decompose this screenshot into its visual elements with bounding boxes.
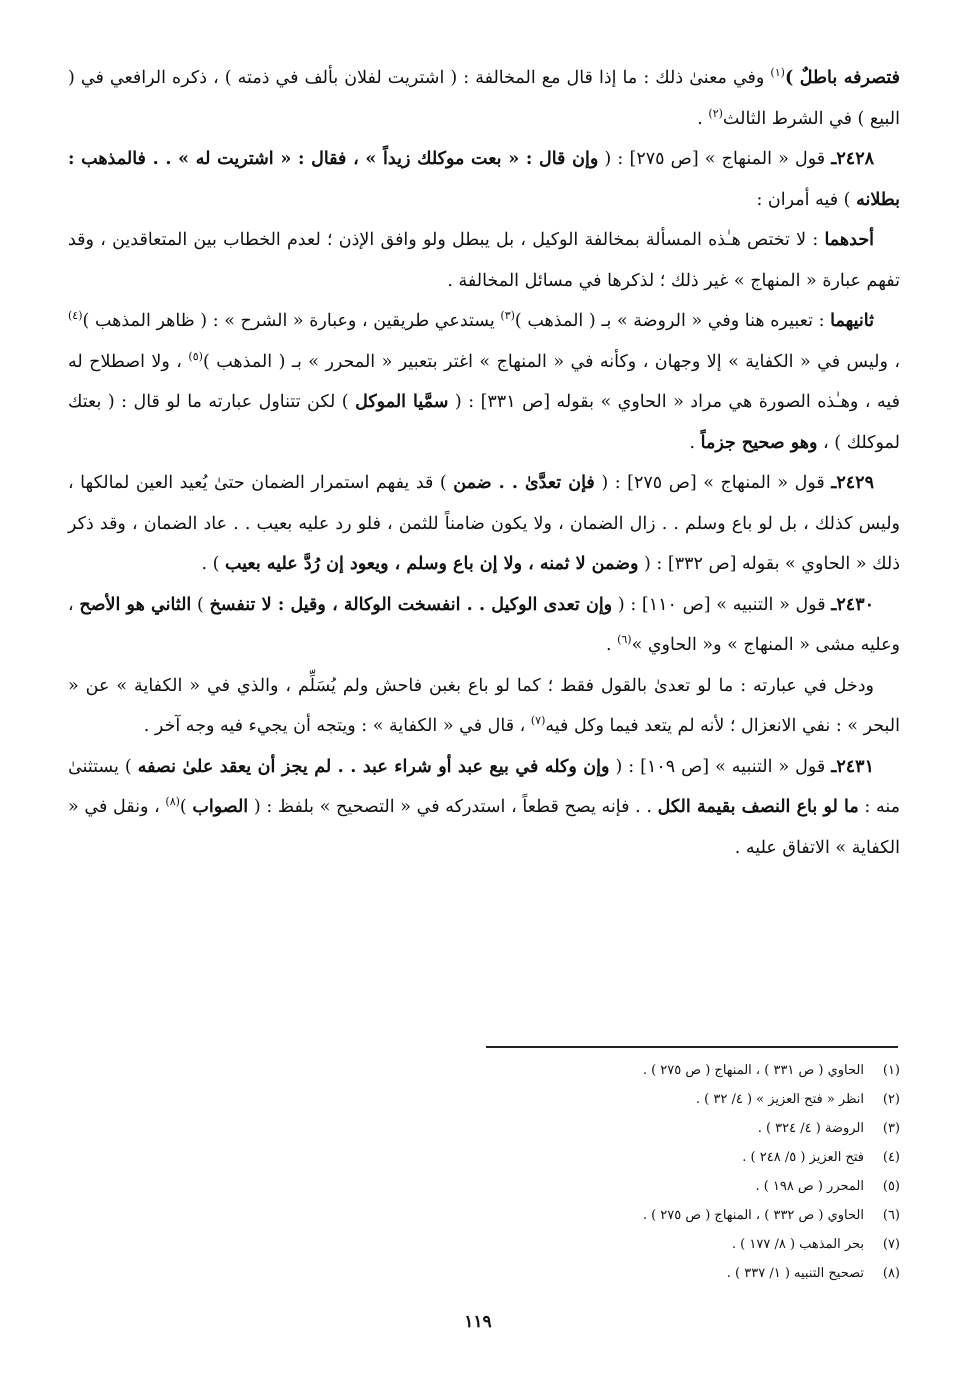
text-run: : لا تختص هـٰذه المسألة بمخالفة الوكيل ، بل يبطل ولو وافق الإذن ؛ لعدم الخطاب بين المتعاقدين ، وقد تفهم عبارة « المنهاج » غير ذلك ؛ لذكرها في مسائل المخالفة .: [68, 230, 900, 291]
bold-text: سمَّيا الموكل: [355, 392, 449, 412]
text-run: ، ولا اصطلاح له فيه ، وهـٰذه الصورة هي مراد « الحاوي » بقوله [ص ٣٣١] : (: [68, 351, 900, 412]
footnote-number: (٨): [882, 1266, 900, 1281]
page-number: ١١٩: [464, 1312, 492, 1332]
footnote-number: (٦): [882, 1208, 900, 1223]
footnote-ref: (١): [770, 66, 785, 80]
text-run: قول « المنهاج » [ص ٢٧٥] : (: [598, 149, 832, 169]
footnote-item: [300, 1056, 900, 1085]
text-run: ) .: [201, 554, 225, 574]
bold-text: وإن تعدى الوكيل . . انفسخت الوكالة ، وقيل : لا تنفسخ: [209, 594, 613, 615]
bold-text: ٢٤٣١ـ: [831, 756, 874, 777]
text-run: ) قد يفهم استمرار الضمان حتىٰ يُعيد العين لمالكها ، وليس كذلك ، بل لو باع وسلم . . زال الضمان ، ولا يكون ضامناً للثمن ، فلو رد عليه بعيب . . عاد الضمان ، وقد ذكر ذلك « الحاوي » بقوله [ص ٣٣٢] : (: [68, 473, 900, 574]
text-run: ، وعليه مشى « المنهاج » و« الحاوي »: [68, 594, 900, 655]
footnote-text: الحاوي ( ص ٣٣٢ ) ، المنهاج ( ص ٢٧٥ ) .: [642, 1208, 864, 1223]
bold-text: ما لو باع النصف بقيمة الكل: [657, 797, 859, 817]
footnote-item: [300, 1114, 900, 1143]
footnote-number: (١): [882, 1063, 900, 1078]
bold-text: فإن تعدَّىٰ . . ضمن: [453, 473, 595, 493]
footnote-ref: (٣): [500, 309, 515, 323]
paragraph: [68, 301, 900, 463]
footnote-item: [300, 1143, 900, 1172]
text-run: .: [605, 635, 618, 655]
text-run: ) فيه أمران :: [756, 189, 857, 210]
text-run: ): [179, 797, 193, 817]
footnote-separator: [486, 1046, 898, 1048]
footnote-number: (٧): [882, 1237, 900, 1252]
text-run: .: [697, 108, 709, 129]
bold-text: الثاني هو الأصح: [79, 594, 192, 615]
text-run: ) لكن تتناول عبارته ما لو قال : ( بعتك لموكلك ) ،: [68, 392, 900, 453]
footnote-text: انظر « فتح العزيز » ( ٤/ ٣٢ ) .: [695, 1092, 864, 1107]
paragraph: [68, 585, 900, 666]
footnote-ref: (٧): [530, 714, 546, 728]
bold-text: الصواب: [192, 797, 249, 817]
bold-text: وإن قال : « بعت موكلك زيداً » ، فقال : « اشتريت له » . . فالمذهب : بطلانه: [68, 149, 900, 210]
text-run: ) يستثنىٰ منه :: [68, 756, 900, 817]
text-run: .: [689, 432, 701, 453]
paragraph: [68, 220, 900, 301]
footnote-item: [300, 1172, 900, 1201]
page-body: [68, 58, 900, 868]
bold-text: ٢٤٢٨ـ: [831, 149, 875, 169]
text-run: ، وليس في « الكفاية » إلا وجهان ، وكأنه في « المنهاج » اغتر بتعبير « المحرر » بـ ( المذهب ): [202, 351, 900, 372]
text-run: ): [191, 594, 210, 615]
paragraph: [68, 139, 900, 220]
footnote-item: [300, 1085, 900, 1114]
bold-text: وهو صحيح جزماً: [700, 432, 818, 453]
text-run: قول « التنبيه » [ص ١١٠] : (: [612, 594, 832, 615]
bold-text: ٢٤٣٠ـ: [831, 594, 875, 615]
paragraph: [68, 747, 900, 869]
text-run: وفي معنىٰ ذلك : ما إذا قال مع المخالفة : ( اشتريت لفلان بألف في ذمته ) ، ذكره الرافعي في ( البيع ) في الشرط الثالث: [68, 68, 900, 129]
bold-text: وإن وكله في بيع عبد أو شراء عبد . . لم يجز أن يعقد علىٰ نصفه: [137, 756, 610, 777]
footnotes: [300, 1056, 900, 1288]
footnote-text: بحر المذهب ( ٨/ ١٧٧ ) .: [731, 1237, 864, 1252]
footnote-text: الروضة ( ٤/ ٣٢٤ ) .: [757, 1121, 864, 1136]
text-run: قول « المنهاج » [ص ٢٧٥] : (: [594, 473, 832, 493]
text-run: : تعبيره هنا وفي « الروضة » بـ ( المذهب ): [514, 311, 831, 331]
footnote-text: فتح العزيز ( ٥/ ٢٤٨ ) .: [742, 1150, 864, 1165]
footnote-ref: (٦): [617, 633, 632, 647]
footnote-ref: (٤): [68, 309, 83, 323]
footnote-item: [300, 1201, 900, 1230]
text-run: ودخل في عبارته : ما لو تعدىٰ بالقول فقط ؛ كما لو باع بغبن فاحش ولم يُسَلِّم ، والذي في « الكفاية » عن « البحر » : نفي الانعزال ؛ لأنه لم يتعد فيما وكل فيه: [68, 675, 900, 736]
bold-text: فتصرفه باطلٌ ): [784, 68, 901, 88]
bold-text: ثانيهما: [830, 311, 874, 331]
footnote-number: (٥): [882, 1179, 900, 1194]
bold-text: أحدهما: [824, 230, 874, 250]
footnote-number: (٢): [882, 1092, 900, 1107]
footnote-number: (٣): [882, 1121, 900, 1136]
text-run: . . فإنه يصح قطعاً ، استدركه في « التصحيح » بلفظ : (: [248, 797, 658, 817]
footnote-item: [300, 1230, 900, 1259]
footnote-ref: (٨): [165, 795, 180, 809]
footnote-ref: (٥): [188, 349, 203, 363]
bold-text: ٢٤٢٩ـ: [831, 473, 874, 493]
paragraph: [68, 58, 900, 139]
text-run: يستدعي طريقين ، وعبارة « الشرح » : ( ظاهر المذهب ): [82, 311, 501, 331]
footnote-ref: (٢): [708, 106, 723, 120]
footnote-number: (٤): [882, 1150, 900, 1165]
paragraph: [68, 666, 900, 747]
bold-text: وضمن لا ثمنه ، ولا إن باع وسلم ، ويعود إن رُدَّ عليه بعيب: [224, 554, 639, 574]
footnote-text: تصحيح التنبيه ( ١/ ٣٣٧ ) .: [726, 1266, 864, 1281]
footnote-text: المحرر ( ص ١٩٨ ) .: [755, 1179, 864, 1194]
paragraph: [68, 463, 900, 585]
text-run: قول « التنبيه » [ص ١٠٩] : (: [609, 756, 832, 777]
footnote-item: [300, 1259, 900, 1288]
footnote-text: الحاوي ( ص ٣٣١ ) ، المنهاج ( ص ٢٧٥ ) .: [642, 1063, 864, 1078]
text-run: ، قال في « الكفاية » : ويتجه أن يجيء فيه وجه آخر .: [143, 716, 531, 736]
text-run: ، ونقل في « الكفاية » الاتفاق عليه .: [68, 797, 900, 858]
